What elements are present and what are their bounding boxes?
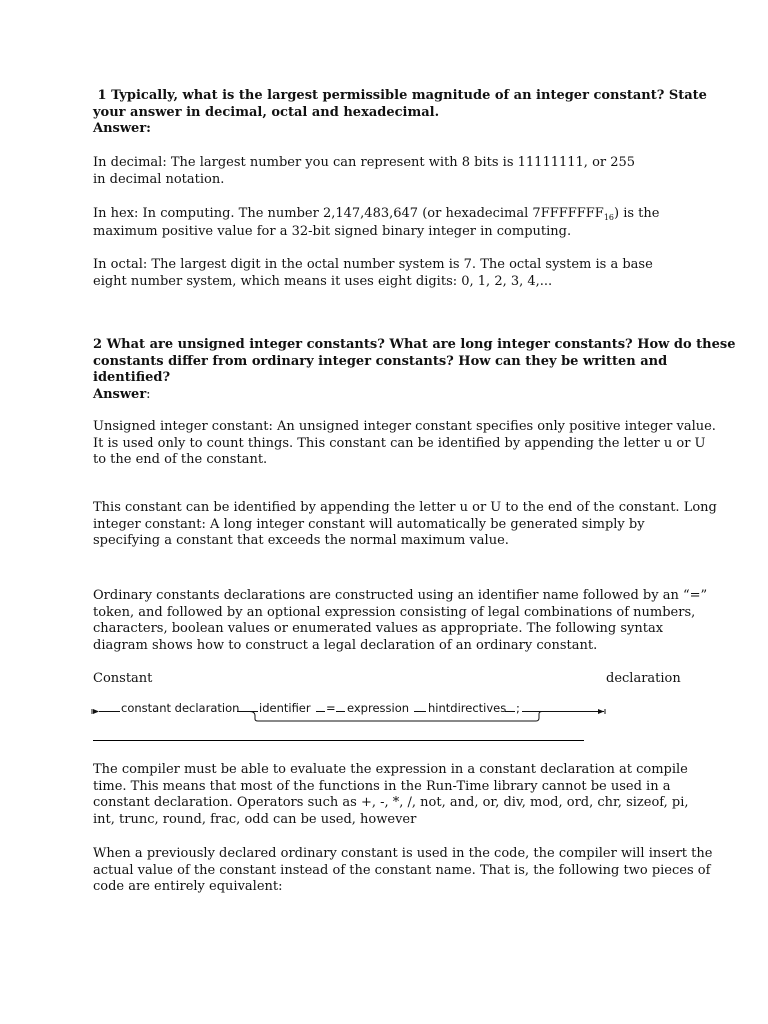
question-1-line-2: your answer in decimal, octal and hexadecimal. bbox=[93, 104, 440, 120]
constant-declaration-heading bbox=[93, 671, 683, 688]
start-arrow bbox=[93, 709, 99, 714]
answer-ordinary bbox=[93, 588, 708, 654]
horizontal-rule bbox=[93, 740, 584, 741]
long-line-1: This constant can be identified by appending the letter u or U to the end of the constant. Long bbox=[93, 500, 717, 515]
compiler-line-4: int, trunc, round, frac, odd can be used, however bbox=[93, 811, 417, 827]
diagram-start-label: constant declaration bbox=[121, 701, 240, 715]
diagram-identifier: identifier bbox=[259, 701, 311, 715]
diagram-equals: = bbox=[326, 701, 336, 715]
question-2-line-2: constants differ from ordinary integer constants? How can they be written and bbox=[93, 353, 668, 369]
answer-previous bbox=[93, 846, 713, 896]
previous-line-2: actual value of the constant instead of the constant name. That is, the following two pieces of bbox=[93, 862, 711, 878]
hex-subscript: 16 bbox=[603, 213, 615, 222]
answer-2-label: Answer bbox=[93, 386, 147, 402]
long-line-3: specifying a constant that exceeds the normal maximum value. bbox=[93, 533, 509, 548]
question-2-line-1: 2 What are unsigned integer constants? What are long integer constants? How do these bbox=[93, 337, 736, 352]
question-1-line-1: 1 Typically, what is the largest permissible magnitude of an integer constant? State bbox=[93, 88, 707, 103]
long-line-2: integer constant: A long integer constant will automatically be generated simply by bbox=[93, 516, 645, 532]
ordinary-line-1: Ordinary constants declarations are constructed using an identifier name followed by an “=” bbox=[93, 588, 708, 603]
diagram-hintdirectives: hintdirectives bbox=[428, 701, 507, 715]
answer-hex bbox=[93, 206, 683, 240]
ordinary-line-2: token, and followed by an optional expression consisting of legal combinations of numbers, bbox=[93, 604, 696, 620]
unsigned-line-2: It is used only to count things. This constant can be identified by appending the letter u or U bbox=[93, 435, 706, 451]
question-2 bbox=[93, 337, 736, 403]
heading-right: declaration bbox=[606, 671, 681, 686]
end-arrow bbox=[598, 709, 604, 714]
previous-line-1: When a previously declared ordinary constant is used in the code, the compiler will insert the bbox=[93, 846, 713, 861]
octal-line-1: In octal: The largest digit in the octal number system is 7. The octal system is a base bbox=[93, 257, 653, 272]
constant-declaration-heading-right bbox=[606, 671, 686, 688]
hex-line-1 bbox=[93, 206, 683, 224]
hex-line-1-pre: In hex: In computing. The number 2,147,483,647 (or hexadecimal 7FFFFFFF bbox=[93, 206, 604, 221]
unsigned-line-1: Unsigned integer constant: An unsigned integer constant specifies only positive integer value. bbox=[93, 419, 716, 434]
compiler-line-1: The compiler must be able to evaluate the expression in a constant declaration at compile bbox=[93, 762, 688, 777]
ordinary-line-4: diagram shows how to construct a legal declaration of an ordinary constant. bbox=[93, 637, 598, 653]
answer-unsigned bbox=[93, 419, 716, 469]
compiler-line-2: time. This means that most of the functions in the Run-Time library cannot be used in a bbox=[93, 778, 671, 794]
heading-left: Constant bbox=[93, 671, 153, 686]
compiler-line-3: constant declaration. Operators such as +, -, *, /, not, and, or, div, mod, ord, chr, sizeof, pi, bbox=[93, 795, 689, 810]
ordinary-line-3: characters, boolean values or enumerated values as appropriate. The following syntax bbox=[93, 621, 664, 636]
hex-line-1-post: ) is the bbox=[614, 206, 660, 221]
decimal-line-1: In decimal: The largest number you can represent with 8 bits is 11111111, or 255 bbox=[93, 155, 636, 170]
unsigned-line-3: to the end of the constant. bbox=[93, 452, 268, 467]
answer-1-label: Answer: bbox=[93, 121, 151, 136]
answer-2-label-row bbox=[93, 387, 683, 404]
decimal-line-2: in decimal notation. bbox=[93, 171, 225, 187]
question-2-line-3: identified? bbox=[93, 370, 171, 385]
diagram-semicolon: ; bbox=[516, 701, 520, 715]
answer-octal bbox=[93, 257, 683, 290]
answer-long bbox=[93, 500, 717, 550]
hex-line-2: maximum positive value for a 32-bit signed binary integer in computing. bbox=[93, 223, 572, 239]
syntax-diagram bbox=[90, 698, 620, 722]
answer-2-colon: : bbox=[146, 386, 151, 402]
octal-line-2: eight number system, which means it uses eight digits: 0, 1, 2, 3, 4,... bbox=[93, 273, 553, 289]
answer-decimal bbox=[93, 155, 683, 188]
answer-compiler bbox=[93, 762, 689, 828]
previous-line-3: code are entirely equivalent: bbox=[93, 879, 283, 894]
diagram-expression: expression bbox=[347, 701, 410, 715]
question-1 bbox=[93, 88, 707, 138]
